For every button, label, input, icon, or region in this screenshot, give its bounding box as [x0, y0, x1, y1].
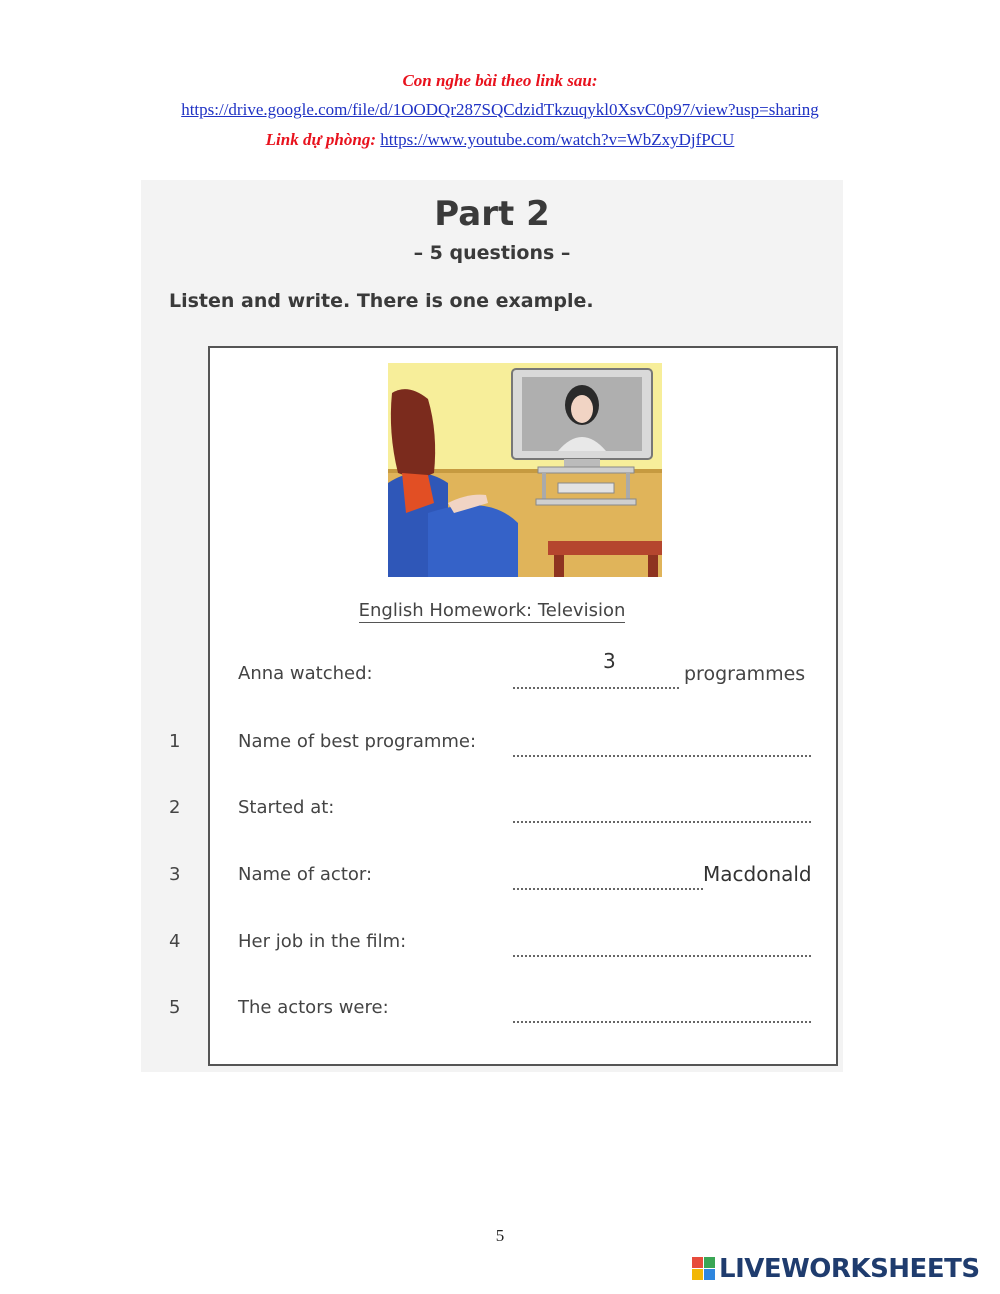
given-surname: Macdonald — [703, 862, 812, 886]
backup-link-label: Link dự phòng: — [265, 130, 376, 149]
question-number: 4 — [169, 931, 181, 952]
answer-line-2[interactable] — [513, 801, 811, 823]
question-row-3 — [141, 864, 843, 894]
question-number: 2 — [169, 797, 181, 818]
liveworksheets-logo[interactable] — [692, 1254, 980, 1284]
part-title: Part 2 — [434, 194, 550, 234]
question-row-5 — [141, 997, 843, 1027]
drive-link[interactable]: https://drive.google.com/file/d/1OODQr287SQCdzidTkzuqykl0XsvC0p97/view?usp=sharing — [181, 100, 819, 119]
answer-line-5[interactable] — [513, 1001, 811, 1023]
part-subtitle: – 5 questions – — [413, 242, 571, 264]
listen-instruction: Con nghe bài theo link sau: — [402, 71, 598, 90]
question-number: 5 — [169, 997, 181, 1018]
answer-line-3[interactable] — [513, 868, 703, 890]
liveworksheets-icon — [692, 1257, 716, 1281]
question-label: The actors were: — [238, 997, 389, 1018]
drive-link-line — [0, 100, 1000, 120]
example-answer: 3 — [603, 649, 616, 673]
task-instruction: Listen and write. There is one example. — [169, 290, 594, 312]
question-row-1 — [141, 731, 843, 761]
question-row-4 — [141, 931, 843, 961]
answer-line-4[interactable] — [513, 935, 811, 957]
answer-line-1[interactable] — [513, 735, 811, 757]
question-row-2 — [141, 797, 843, 827]
question-number: 1 — [169, 731, 181, 752]
backup-link-line — [0, 130, 1000, 150]
example-unit: programmes — [684, 663, 806, 685]
logo-text: LIVEWORKSHEETS — [719, 1254, 980, 1284]
page-number: 5 — [495, 1226, 505, 1245]
example-label: Anna watched: — [238, 663, 373, 684]
question-label: Started at: — [238, 797, 335, 818]
example-row — [141, 649, 843, 693]
question-label: Name of best programme: — [238, 731, 477, 752]
tv-illustration — [388, 363, 662, 577]
question-number: 3 — [169, 864, 181, 885]
question-label: Her job in the film: — [238, 931, 407, 952]
question-label: Name of actor: — [238, 864, 373, 885]
example-answer-line — [513, 667, 679, 689]
worksheet-scan — [141, 180, 843, 1072]
homework-title: English Homework: Television — [358, 600, 626, 621]
youtube-link[interactable]: https://www.youtube.com/watch?v=WbZxyDjfPCU — [380, 130, 735, 149]
